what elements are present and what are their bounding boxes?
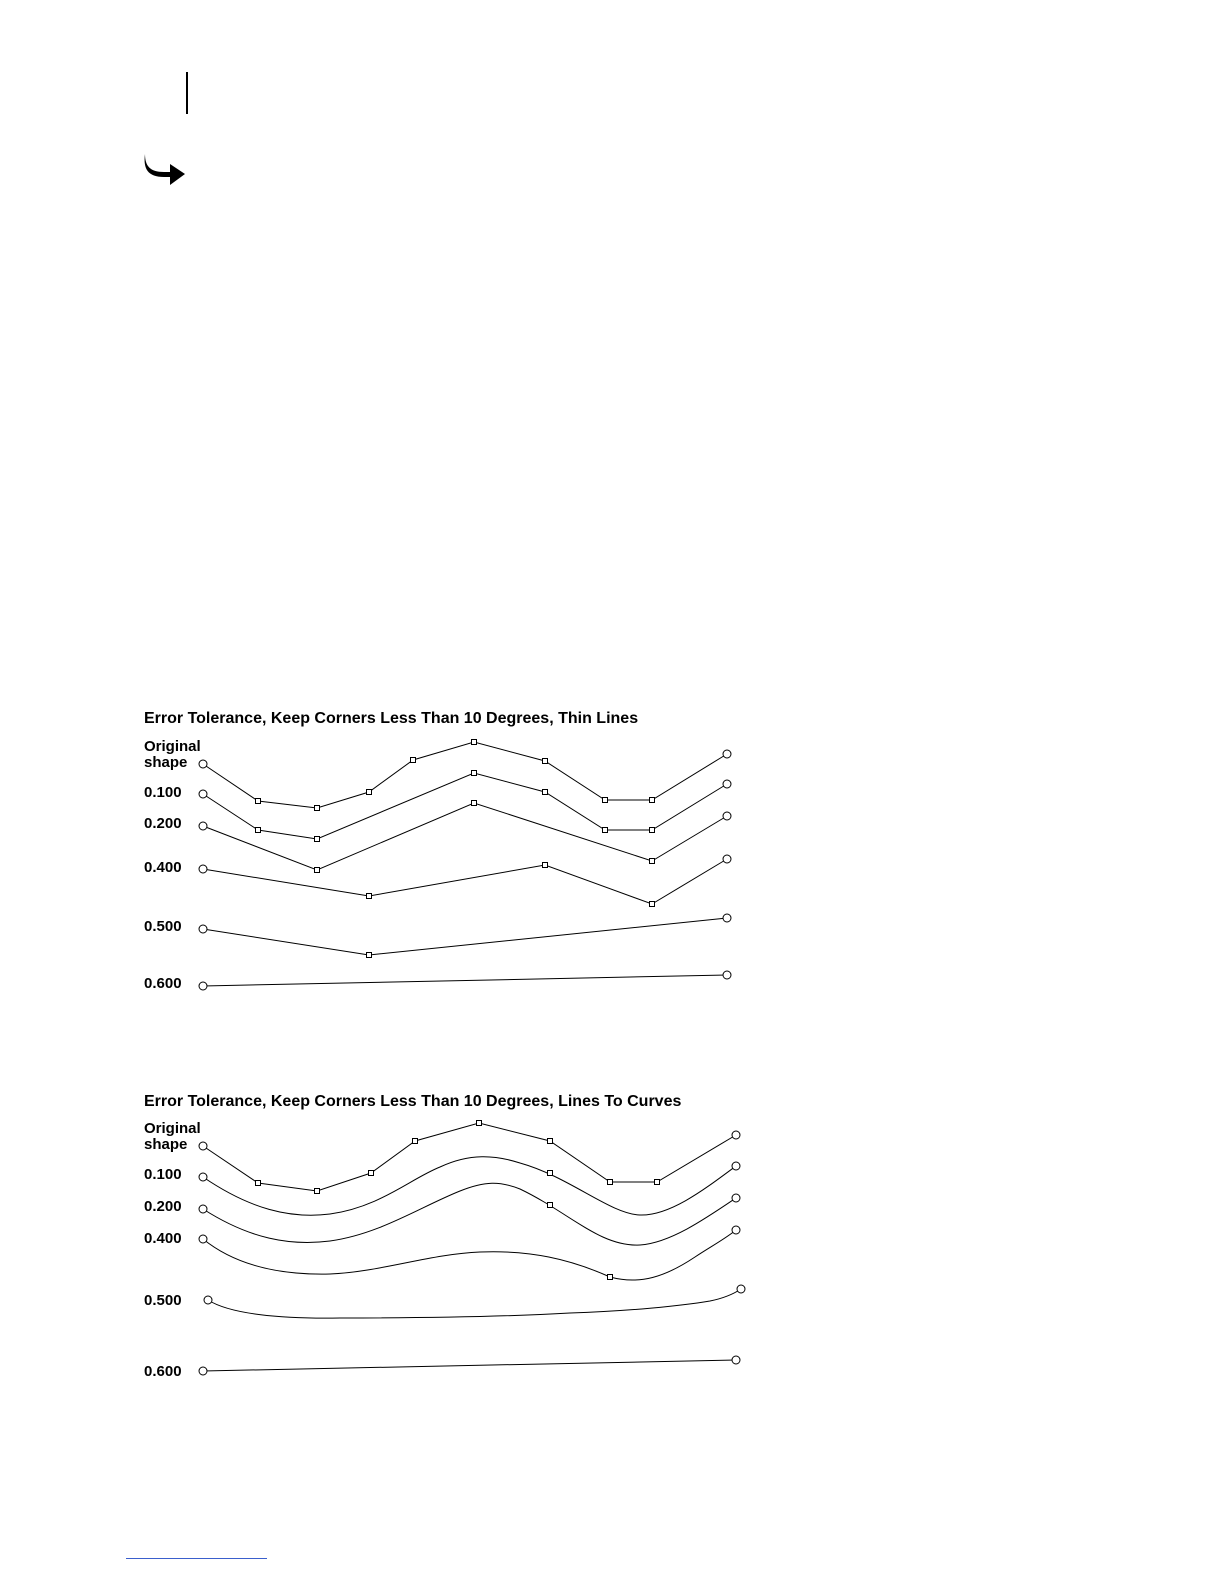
endpoint-node: [737, 1285, 745, 1293]
node-marker: [256, 1181, 261, 1186]
shape-curve-2: [203, 1183, 736, 1245]
figure-title: Error Tolerance, Keep Corners Less Than 10 Degrees, Thin Lines: [144, 710, 639, 727]
shape-line-5: [203, 975, 727, 986]
row-label-original: Original shape: [144, 738, 201, 771]
endpoint-node: [732, 1194, 740, 1202]
node-marker: [650, 902, 655, 907]
endpoint-node: [723, 971, 731, 979]
node-marker: [543, 759, 548, 764]
node-marker: [472, 771, 477, 776]
row-label-original: Original shape: [144, 1120, 201, 1153]
node-marker: [548, 1171, 553, 1176]
footer-rule: [126, 1558, 267, 1559]
endpoint-node: [199, 1173, 207, 1181]
node-marker: [608, 1180, 613, 1185]
node-marker: [543, 790, 548, 795]
node-marker: [315, 806, 320, 811]
margin-bar: [186, 72, 188, 114]
shape-line-1: [203, 773, 727, 839]
node-marker: [472, 740, 477, 745]
node-marker: [548, 1203, 553, 1208]
node-marker: [603, 798, 608, 803]
shape-line-2: [203, 803, 727, 870]
node-marker: [650, 828, 655, 833]
node-marker: [315, 837, 320, 842]
node-marker: [367, 894, 372, 899]
node-marker: [413, 1139, 418, 1144]
endpoint-node: [723, 855, 731, 863]
shape-curve-3: [203, 1230, 736, 1280]
row-label-0.400: 0.400: [144, 859, 182, 876]
row-label-0.100: 0.100: [144, 784, 182, 801]
node-marker: [472, 801, 477, 806]
node-marker: [367, 790, 372, 795]
node-marker: [315, 868, 320, 873]
node-marker: [650, 859, 655, 864]
endpoint-node: [723, 914, 731, 922]
endpoint-node: [723, 812, 731, 820]
endpoint-node: [199, 1367, 207, 1375]
node-marker: [256, 799, 261, 804]
row-label-0.500: 0.500: [144, 918, 182, 935]
endpoint-node: [732, 1226, 740, 1234]
lines-to-curves-diagram: [140, 1089, 760, 1389]
node-marker: [256, 828, 261, 833]
figure-thin-lines: [140, 706, 760, 1006]
endpoint-node: [199, 1205, 207, 1213]
shape-curve-5: [203, 1360, 736, 1371]
row-label-0.200: 0.200: [144, 815, 182, 832]
endpoint-node: [199, 925, 207, 933]
endpoint-node: [199, 1142, 207, 1150]
continuation-arrow-icon: [142, 152, 188, 188]
row-label-0.600: 0.600: [144, 975, 182, 992]
node-marker: [650, 798, 655, 803]
node-marker: [477, 1121, 482, 1126]
endpoint-node: [199, 982, 207, 990]
node-marker: [543, 863, 548, 868]
row-label-0.200: 0.200: [144, 1198, 182, 1215]
shape-line-3: [203, 859, 727, 904]
node-marker: [369, 1171, 374, 1176]
node-marker: [315, 1189, 320, 1194]
endpoint-node: [723, 780, 731, 788]
figure-lines-to-curves: [140, 1089, 760, 1389]
node-marker: [608, 1275, 613, 1280]
node-marker: [655, 1180, 660, 1185]
row-label-0.400: 0.400: [144, 1230, 182, 1247]
shape-curve-4: [208, 1289, 741, 1318]
endpoint-node: [204, 1296, 212, 1304]
row-label-0.500: 0.500: [144, 1292, 182, 1309]
shape-line-4: [203, 918, 727, 955]
row-label-0.600: 0.600: [144, 1363, 182, 1380]
node-marker: [411, 758, 416, 763]
node-marker: [367, 953, 372, 958]
endpoint-node: [199, 790, 207, 798]
endpoint-node: [732, 1131, 740, 1139]
endpoint-node: [199, 822, 207, 830]
endpoint-node: [732, 1356, 740, 1364]
endpoint-node: [732, 1162, 740, 1170]
row-label-0.100: 0.100: [144, 1166, 182, 1183]
endpoint-node: [199, 1235, 207, 1243]
figure-title: Error Tolerance, Keep Corners Less Than 10 Degrees, Lines To Curves: [144, 1093, 682, 1110]
endpoint-node: [199, 865, 207, 873]
endpoint-node: [199, 760, 207, 768]
node-marker: [548, 1139, 553, 1144]
shape-line-0: [203, 742, 727, 808]
endpoint-node: [723, 750, 731, 758]
thin-lines-diagram: [140, 706, 760, 1006]
node-marker: [603, 828, 608, 833]
